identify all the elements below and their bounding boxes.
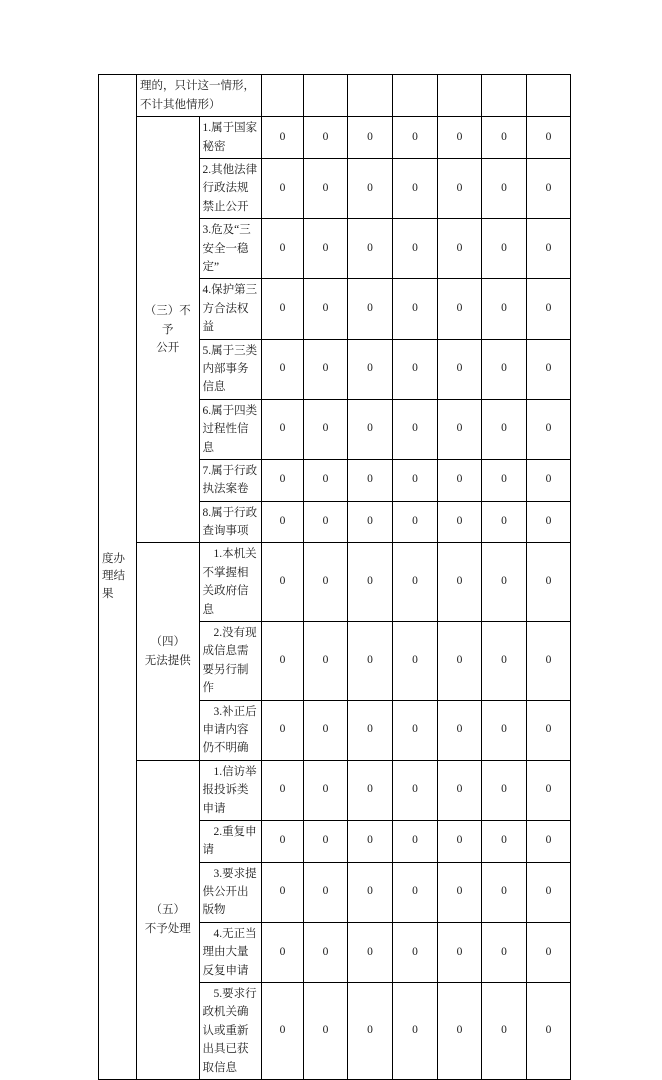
value-cell: 0 — [482, 622, 527, 701]
item-label-cell: 6.属于四类过程性信息 — [199, 399, 262, 459]
value-cell: 0 — [482, 760, 527, 820]
value-cell: 0 — [304, 159, 348, 219]
value-cell: 0 — [527, 117, 571, 159]
value-cell: 0 — [438, 760, 482, 820]
value-cell: 0 — [393, 159, 438, 219]
group-label-cell — [137, 117, 200, 543]
item-label-cell: 5.要求行政机关确认或重新出具已获取信息 — [199, 983, 262, 1080]
value-cell: 0 — [438, 820, 482, 862]
item-label-cell: 1.属于国家秘密 — [199, 117, 262, 159]
table-body — [99, 75, 571, 1080]
value-cell: 0 — [438, 399, 482, 459]
group-label-line: 无法提供 — [144, 654, 191, 667]
value-cell: 0 — [262, 117, 304, 159]
value-cell: 0 — [393, 339, 438, 399]
value-cell: 0 — [393, 760, 438, 820]
value-cell: 0 — [482, 922, 527, 982]
value-cell: 0 — [348, 543, 393, 622]
value-cell: 0 — [304, 459, 348, 501]
value-cell: 0 — [393, 862, 438, 922]
value-cell: 0 — [393, 399, 438, 459]
value-cell: 0 — [304, 622, 348, 701]
group-label-line: 不予处理 — [144, 922, 191, 935]
value-cell: 0 — [348, 159, 393, 219]
value-cell: 0 — [393, 922, 438, 982]
item-label-cell: 4.无正当理由大量反复申请 — [199, 922, 262, 982]
value-cell: 0 — [438, 279, 482, 339]
value-cell: 0 — [527, 983, 571, 1080]
value-cell: 0 — [262, 339, 304, 399]
value-cell: 0 — [482, 862, 527, 922]
value-cell: 0 — [262, 459, 304, 501]
value-cell: 0 — [438, 339, 482, 399]
value-cell: 0 — [527, 862, 571, 922]
value-cell: 0 — [393, 279, 438, 339]
group-label-line: （五） — [150, 904, 185, 917]
value-cell: 0 — [262, 700, 304, 760]
item-label-cell: 4.保护第三方合法权益 — [199, 279, 262, 339]
value-cell-empty-c1 — [262, 75, 304, 117]
value-cell-empty-c2 — [304, 75, 348, 117]
value-cell: 0 — [438, 700, 482, 760]
value-cell: 0 — [304, 862, 348, 922]
value-cell: 0 — [527, 159, 571, 219]
value-cell: 0 — [348, 622, 393, 701]
value-cell: 0 — [348, 922, 393, 982]
value-cell: 0 — [527, 219, 571, 279]
value-cell: 0 — [348, 983, 393, 1080]
value-cell: 0 — [304, 760, 348, 820]
value-cell: 0 — [527, 339, 571, 399]
value-cell: 0 — [262, 279, 304, 339]
value-cell-empty-c3 — [348, 75, 393, 117]
value-cell: 0 — [348, 399, 393, 459]
value-cell: 0 — [393, 820, 438, 862]
item-label-cell: 7.属于行政执法案卷 — [199, 459, 262, 501]
value-cell: 0 — [527, 279, 571, 339]
value-cell: 0 — [393, 117, 438, 159]
value-cell: 0 — [304, 339, 348, 399]
value-cell: 0 — [527, 459, 571, 501]
value-cell: 0 — [438, 459, 482, 501]
value-cell: 0 — [348, 700, 393, 760]
value-cell: 0 — [304, 983, 348, 1080]
value-cell: 0 — [348, 760, 393, 820]
value-cell-empty-c7 — [527, 75, 571, 117]
value-cell: 0 — [482, 501, 527, 543]
value-cell: 0 — [438, 117, 482, 159]
value-cell: 0 — [304, 700, 348, 760]
item-label-cell: 3.危及“三安全一稳定” — [199, 219, 262, 279]
table-row — [99, 543, 571, 622]
table-row — [99, 117, 571, 159]
value-cell: 0 — [348, 279, 393, 339]
value-cell: 0 — [527, 820, 571, 862]
value-cell: 0 — [438, 862, 482, 922]
value-cell: 0 — [304, 279, 348, 339]
group-label-cell — [137, 543, 200, 760]
value-cell: 0 — [262, 820, 304, 862]
value-cell: 0 — [304, 399, 348, 459]
value-cell: 0 — [348, 862, 393, 922]
value-cell: 0 — [262, 922, 304, 982]
value-cell: 0 — [482, 339, 527, 399]
value-cell: 0 — [482, 117, 527, 159]
group-label-line: （三）不予 — [144, 305, 191, 336]
value-cell-empty-c4 — [393, 75, 438, 117]
value-cell: 0 — [482, 399, 527, 459]
value-cell: 0 — [348, 117, 393, 159]
value-cell: 0 — [304, 501, 348, 543]
value-cell: 0 — [527, 501, 571, 543]
value-cell: 0 — [262, 622, 304, 701]
value-cell-empty-c6 — [482, 75, 527, 117]
value-cell: 0 — [262, 543, 304, 622]
value-cell: 0 — [527, 700, 571, 760]
group-label-cell — [137, 760, 200, 1079]
value-cell: 0 — [348, 339, 393, 399]
item-label-cell: 2.其他法律行政法规禁止公开 — [199, 159, 262, 219]
value-cell-empty-c5 — [438, 75, 482, 117]
value-cell: 0 — [482, 700, 527, 760]
value-cell: 0 — [348, 501, 393, 543]
value-cell: 0 — [438, 501, 482, 543]
value-cell: 0 — [482, 219, 527, 279]
value-cell: 0 — [262, 219, 304, 279]
item-label-cell: 2.重复申请 — [199, 820, 262, 862]
value-cell: 0 — [393, 459, 438, 501]
value-cell: 0 — [438, 219, 482, 279]
value-cell: 0 — [348, 820, 393, 862]
group-label-line: （四） — [150, 636, 185, 649]
value-cell: 0 — [393, 543, 438, 622]
item-label-cell: 1.本机关不掌握相关政府信息 — [199, 543, 262, 622]
value-cell: 0 — [482, 159, 527, 219]
value-cell: 0 — [527, 399, 571, 459]
item-label-cell: 3.要求提供公开出版物 — [199, 862, 262, 922]
value-cell: 0 — [262, 983, 304, 1080]
value-cell: 0 — [262, 760, 304, 820]
value-cell: 0 — [393, 983, 438, 1080]
item-label-cell: 3.补正后申请内容仍不明确 — [199, 700, 262, 760]
table-row — [99, 760, 571, 820]
value-cell: 0 — [482, 459, 527, 501]
value-cell: 0 — [527, 622, 571, 701]
value-cell: 0 — [304, 219, 348, 279]
value-cell: 0 — [482, 820, 527, 862]
table-row — [99, 75, 571, 117]
value-cell: 0 — [304, 820, 348, 862]
item-label-cell: 5.属于三类内部事务信息 — [199, 339, 262, 399]
value-cell: 0 — [527, 760, 571, 820]
row-group-spine-label: 度办理结果 — [99, 75, 137, 1080]
value-cell: 0 — [262, 159, 304, 219]
value-cell: 0 — [262, 399, 304, 459]
value-cell: 0 — [438, 622, 482, 701]
group-label-line: 公开 — [156, 342, 180, 355]
value-cell: 0 — [262, 501, 304, 543]
item-label-cell: 1.信访举报投诉类申请 — [199, 760, 262, 820]
value-cell: 0 — [482, 983, 527, 1080]
value-cell: 0 — [393, 219, 438, 279]
item-label-cell: 2.没有现成信息需要另行制作 — [199, 622, 262, 701]
value-cell: 0 — [482, 279, 527, 339]
value-cell: 0 — [304, 922, 348, 982]
value-cell: 0 — [527, 922, 571, 982]
item-label-cell: 8.属于行政查询事项 — [199, 501, 262, 543]
top-note-cell: 理的，只计这一情形，不计其他情形） — [137, 75, 262, 117]
value-cell: 0 — [348, 219, 393, 279]
value-cell: 0 — [304, 117, 348, 159]
value-cell: 0 — [438, 922, 482, 982]
value-cell: 0 — [393, 501, 438, 543]
value-cell: 0 — [438, 543, 482, 622]
disclosure-statistics-table — [98, 74, 571, 1080]
value-cell: 0 — [393, 622, 438, 701]
value-cell: 0 — [304, 543, 348, 622]
value-cell: 0 — [348, 459, 393, 501]
value-cell: 0 — [393, 700, 438, 760]
value-cell: 0 — [438, 983, 482, 1080]
value-cell: 0 — [527, 543, 571, 622]
value-cell: 0 — [438, 159, 482, 219]
value-cell: 0 — [262, 862, 304, 922]
value-cell: 0 — [482, 543, 527, 622]
